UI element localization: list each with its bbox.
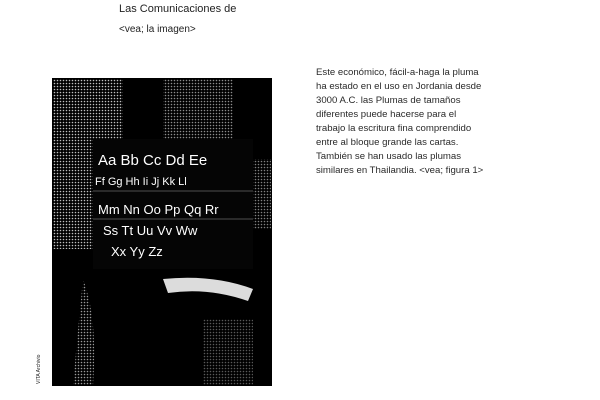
chalk-row-3: Mm Nn Oo Pp Qq Rr bbox=[98, 202, 219, 217]
page-title: Las Comunicaciones de bbox=[119, 3, 237, 15]
photo-credit: VITA Archivio bbox=[36, 354, 42, 384]
image-reference: <vea; la imagen> bbox=[119, 24, 196, 35]
chalk-row-2: Ff Gg Hh Ii Jj Kk Ll bbox=[95, 176, 187, 188]
chalk-row-5: Xx Yy Zz bbox=[111, 244, 163, 259]
chalk-row-1: Aa Bb Cc Dd Ee bbox=[98, 152, 208, 169]
body-paragraph: Este económico, fácil-a-haga la pluma ha estado en el uso en Jordania desde 3000 A.C. las Plumas de tamaños diferentes puede hacerse para el trabajo la escritura fina comprendido entre al bloque grande las cartas. También se han usado las plumas similares en Thailandia. <vea; figura 1> bbox=[316, 67, 484, 176]
chalkboard-photo bbox=[52, 78, 272, 386]
chalk-row-4: Ss Tt Uu Vv Ww bbox=[103, 223, 198, 238]
